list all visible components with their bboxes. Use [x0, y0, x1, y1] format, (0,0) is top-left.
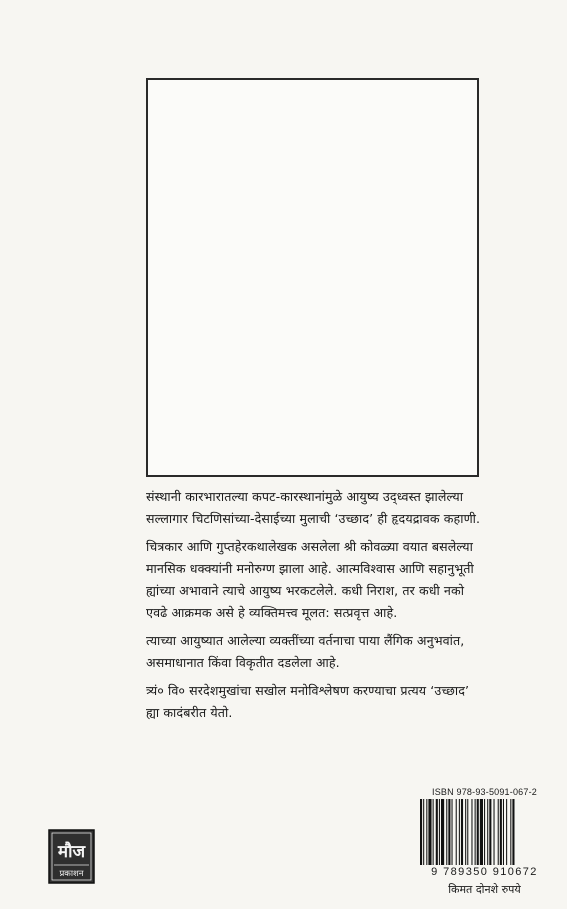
barcode-icon [419, 799, 551, 865]
blurb-paragraph-3: त्याच्या आयुष्यात आलेल्या व्यक्तींच्या वर्तनाचा पाया लैंगिक अनुभवांत, असमाधानात किंवा विकृतीत दडलेला आहे. [146, 633, 465, 670]
publisher-logo [48, 829, 95, 884]
barcode-digits: 9 789350 910672 [431, 866, 538, 878]
price-label: किमत दोनशे रुपये [448, 883, 521, 896]
back-cover-blurb [146, 486, 486, 730]
blurb-paragraph-1: संस्थानी कारभारातल्या कपट-कारस्थानांमुळे आयुष्य उद्ध्वस्त झालेल्या सल्लागार चिटणिसांच्या-देसाईच्या मुलाची ‘उच्छाद’ ही हृदयद्रावक कहाणी. [146, 489, 481, 526]
logo-bottom-text: प्रकाशन [59, 869, 84, 879]
blurb-paragraph-4: त्र्यं० वि० सरदेशमुखांचा सखोल मनोविश्लेषण करण्याचा प्रत्यय ‘उच्छाद’ ह्या कादंबरीत येतो. [146, 683, 470, 720]
blurb-paragraph-2: चित्रकार आणि गुप्तहेरकथालेखक असलेला श्री कोवळ्या वयात बसलेल्या मानसिक धक्क्यांनी मनोरुग्ण झाला आहे. आत्मविश्वास आणि सहानुभूती ह्यांच्या अभावाने त्याचे आयुष्य भरकटलेले. कधी निराश, तर कधी नको एवढे आक्रमक असे हे व्यक्तिमत्त्व मूलत: सत्प्रवृत्त आहे. [146, 539, 474, 620]
logo-top-text: मौज [57, 842, 86, 862]
isbn-block [412, 787, 557, 897]
author-photo-frame [146, 78, 479, 477]
isbn-label: ISBN 978-93-5091-067-2 [432, 787, 537, 797]
